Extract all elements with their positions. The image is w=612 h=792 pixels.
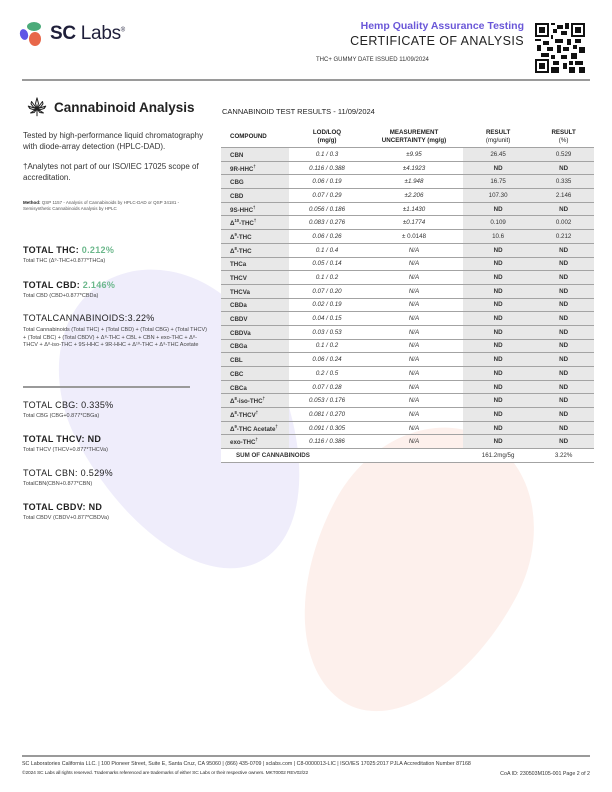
table-header-row: [221, 127, 594, 148]
compound-name: CBG: [221, 175, 289, 189]
result-mg-unit: ND: [463, 421, 533, 435]
result-mg-unit: ND: [463, 325, 533, 339]
sum-label: SUM OF CANNABINOIDS: [221, 449, 463, 463]
result-mg-unit: ND: [463, 435, 533, 449]
left-divider: [23, 386, 190, 388]
compound-name: CBCa: [221, 380, 289, 394]
uncertainty-value: ±4.1923: [365, 161, 463, 175]
total-cbg-value: 0.335%: [81, 400, 114, 410]
table-row: [221, 339, 594, 353]
uncertainty-value: N/A: [365, 408, 463, 422]
lod-loq-value: 0.04 / 0.15: [289, 312, 365, 326]
uncertainty-value: N/A: [365, 339, 463, 353]
result-percent: ND: [533, 271, 594, 285]
table-row: [221, 325, 594, 339]
sc-labs-logo: [20, 22, 125, 46]
compound-name: CBL: [221, 353, 289, 367]
compound-name: 9S-HHC†: [221, 202, 289, 216]
lod-loq-value: 0.06 / 0.19: [289, 175, 365, 189]
result-mg-unit: 10.6: [463, 230, 533, 244]
result-percent: 0.002: [533, 216, 594, 230]
result-mg-unit: ND: [463, 202, 533, 216]
result-percent: ND: [533, 353, 594, 367]
col-result-pct: RESULT (%): [551, 129, 576, 144]
result-percent: 0.529: [533, 148, 594, 162]
method-note: Method: QSP 1157 - Analysis of Cannabinoids by HPLC-DAD or QSP 34181 - Semisynthetic Cannabinoids Analysis by HPLC: [23, 200, 180, 211]
sc-labs-logo-icon: [20, 22, 44, 46]
section-title: [26, 96, 195, 118]
compound-name: CBGa: [221, 339, 289, 353]
uncertainty-value: N/A: [365, 380, 463, 394]
total-cbn: TOTAL CBN: 0.529% TotalCBN(CBN+0.877*CBN): [23, 468, 113, 487]
result-percent: ND: [533, 257, 594, 271]
table-row: [221, 175, 594, 189]
lod-loq-value: 0.2 / 0.5: [289, 367, 365, 381]
result-percent: ND: [533, 325, 594, 339]
results-title: CANNABINOID TEST RESULTS - 11/09/2024: [222, 107, 375, 116]
result-percent: 2.146: [533, 189, 594, 203]
uncertainty-value: N/A: [365, 298, 463, 312]
sum-result-percent: 3.22%: [533, 449, 594, 463]
header-divider: [22, 79, 590, 81]
table-row: [221, 421, 594, 435]
result-mg-unit: ND: [463, 298, 533, 312]
compound-name: CBD: [221, 189, 289, 203]
compound-name: CBDVa: [221, 325, 289, 339]
result-mg-unit: ND: [463, 243, 533, 257]
lod-loq-value: 0.05 / 0.14: [289, 257, 365, 271]
table-row: [221, 435, 594, 449]
footer-lab-info: SC Laboratories California LLC. | 100 Pioneer Street, Suite E, Santa Cruz, CA 95060 | (866) 435-0709 | sclabs.com | C8-0000013-LIC | ISO/IES 17025:2017 PJLA Accreditation Number 87168: [22, 761, 471, 767]
result-percent: ND: [533, 380, 594, 394]
footer-coa-id: CoA ID: 230503M105-001 Page 2 of 2: [500, 771, 590, 777]
compound-name: $\Delta^8-iso-THC^\dagger$: [221, 394, 289, 408]
table-row: [221, 257, 594, 271]
uncertainty-value: N/A: [365, 367, 463, 381]
result-percent: ND: [533, 284, 594, 298]
header-subtitle: Hemp Quality Assurance Testing: [360, 20, 524, 32]
lod-loq-value: 0.116 / 0.388: [289, 161, 365, 175]
result-mg-unit: 26.45: [463, 148, 533, 162]
result-mg-unit: 16.75: [463, 175, 533, 189]
result-mg-unit: ND: [463, 353, 533, 367]
result-mg-unit: ND: [463, 380, 533, 394]
result-percent: ND: [533, 435, 594, 449]
lod-loq-value: 0.053 / 0.176: [289, 394, 365, 408]
lod-loq-value: 0.1 / 0.2: [289, 339, 365, 353]
col-lod-loq: LOD/LOQ (mg/g): [312, 129, 342, 144]
col-compound: COMPOUND: [230, 132, 267, 140]
section-title-text: Cannabinoid Analysis: [54, 99, 195, 115]
table-row: [221, 367, 594, 381]
table-row: [221, 161, 594, 175]
uncertainty-value: N/A: [365, 312, 463, 326]
uncertainty-value: N/A: [365, 435, 463, 449]
table-row: [221, 298, 594, 312]
result-percent: 0.212: [533, 230, 594, 244]
result-percent: ND: [533, 421, 594, 435]
total-thc: TOTAL THC: 0.212% Total THC (Δ⁹-THC+0.877*THCa): [23, 245, 115, 264]
compound-name: $\Delta^9$-THC: [221, 230, 289, 244]
result-mg-unit: ND: [463, 284, 533, 298]
uncertainty-value: N/A: [365, 243, 463, 257]
compound-name: THCV: [221, 271, 289, 285]
result-mg-unit: ND: [463, 394, 533, 408]
lod-loq-value: 0.07 / 0.20: [289, 284, 365, 298]
table-row: [221, 189, 594, 203]
issued-line: THC+ GUMMY DATE ISSUED 11/09/2024: [316, 57, 429, 63]
method-description: [23, 131, 208, 183]
result-percent: ND: [533, 394, 594, 408]
lod-loq-value: 0.083 / 0.276: [289, 216, 365, 230]
total-cannabinoids: TOTALCANNABINOIDS:3.22% Total Cannabinoids (Total THC) + (Total CBD) + (Total CBG) + (Total THCV) + (Total CBC) + (Total CBDV) + Δ⁸-THC + CBL + CBN + exo-THC + Δ⁸-THCV + Δ⁸-iso-THC + 9S-HHC + 9R-HHC + Δ¹⁰-THC + Δ⁹-THC Acetate: [23, 313, 207, 348]
compound-name: $\Delta^8$-THC: [221, 243, 289, 257]
result-mg-unit: ND: [463, 271, 533, 285]
total-cbdv: TOTAL CBDV: ND Total CBDV (CBDV+0.877*CBDVa): [23, 502, 109, 521]
table-row: [221, 216, 594, 230]
uncertainty-value: N/A: [365, 257, 463, 271]
compound-name: exo-THC†: [221, 435, 289, 449]
col-uncertainty: MEASUREMENT UNCERTAINTY (mg/g): [381, 129, 447, 144]
result-percent: ND: [533, 298, 594, 312]
uncertainty-value: N/A: [365, 284, 463, 298]
total-cbd-value: 2.146%: [82, 280, 116, 290]
compound-name: CBC: [221, 367, 289, 381]
sum-result-mg: 161.2mg/5g: [463, 449, 533, 463]
result-percent: ND: [533, 367, 594, 381]
table-row: [221, 271, 594, 285]
compound-name: $\Delta^9$-THC Acetate†: [221, 421, 289, 435]
total-thc-value: 0.212%: [81, 245, 115, 255]
result-mg-unit: ND: [463, 339, 533, 353]
table-row: [221, 202, 594, 216]
result-mg-unit: ND: [463, 161, 533, 175]
total-cbdv-value: ND: [88, 502, 103, 512]
total-cbg: TOTAL CBG: 0.335% Total CBG (CBG+0.877*CBGa): [23, 400, 114, 419]
qr-code-icon[interactable]: [535, 22, 585, 74]
footer-divider: [22, 755, 590, 757]
table-row: [221, 243, 594, 257]
table-row: [221, 408, 594, 422]
lod-loq-value: 0.1 / 0.4: [289, 243, 365, 257]
hplc-description: Tested by high-performance liquid chromatography with diode-array detection (HPLC-DAD).: [23, 131, 204, 151]
result-percent: ND: [533, 408, 594, 422]
uncertainty-value: N/A: [365, 421, 463, 435]
table-row: [221, 353, 594, 367]
lod-loq-value: 0.116 / 0.386: [289, 435, 365, 449]
uncertainty-value: ±2.206: [365, 189, 463, 203]
lod-loq-value: 0.06 / 0.26: [289, 230, 365, 244]
uncertainty-value: N/A: [365, 325, 463, 339]
cannabinoid-results-table: [221, 127, 594, 463]
lod-loq-value: 0.07 / 0.29: [289, 189, 365, 203]
table-row: [221, 380, 594, 394]
lod-loq-value: 0.1 / 0.2: [289, 271, 365, 285]
uncertainty-value: N/A: [365, 271, 463, 285]
uncertainty-value: ± 0.0148: [365, 230, 463, 244]
total-thcv-value: ND: [87, 434, 102, 444]
result-percent: ND: [533, 312, 594, 326]
lod-loq-value: 0.091 / 0.305: [289, 421, 365, 435]
lod-loq-value: 0.081 / 0.270: [289, 408, 365, 422]
result-mg-unit: 107.30: [463, 189, 533, 203]
uncertainty-value: ±1.1430: [365, 202, 463, 216]
result-percent: ND: [533, 202, 594, 216]
compound-name: 9R-HHC†: [221, 161, 289, 175]
certificate-title: CERTIFICATE OF ANALYSIS: [350, 34, 524, 48]
footer-copyright: ©2024 SC Labs all rights reserved. Trademarks referenced are trademarks of either SC Labs or their respective owners. MKT0002 REV02/22: [22, 771, 309, 776]
total-cbn-value: 0.529%: [80, 468, 113, 478]
uncertainty-value: ±1.948: [365, 175, 463, 189]
total-cbd: TOTAL CBD: 2.146% Total CBD (CBD+0.877*CBDa): [23, 280, 116, 299]
sum-row: [221, 449, 594, 463]
lod-loq-value: 0.03 / 0.53: [289, 325, 365, 339]
lod-loq-value: 0.07 / 0.28: [289, 380, 365, 394]
result-percent: ND: [533, 243, 594, 257]
compound-name: CBN: [221, 148, 289, 162]
lod-loq-value: 0.02 / 0.19: [289, 298, 365, 312]
result-mg-unit: ND: [463, 312, 533, 326]
result-mg-unit: 0.109: [463, 216, 533, 230]
lod-loq-value: 0.1 / 0.3: [289, 148, 365, 162]
table-row: [221, 312, 594, 326]
uncertainty-value: ±9.95: [365, 148, 463, 162]
compound-name: THCa: [221, 257, 289, 271]
compound-name: $\Delta^8-THCV^\dagger$: [221, 408, 289, 422]
table-row: [221, 284, 594, 298]
compound-name: CBDa: [221, 298, 289, 312]
uncertainty-value: N/A: [365, 353, 463, 367]
result-percent: 0.335: [533, 175, 594, 189]
lod-loq-value: 0.056 / 0.186: [289, 202, 365, 216]
logo-wordmark: SC Labs®: [50, 23, 125, 44]
col-result-mg: RESULT (mg/unit): [485, 129, 511, 144]
table-row: [221, 394, 594, 408]
table-row: [221, 230, 594, 244]
scope-note: †Analytes not part of our ISO/IEC 17025 scope of accreditation.: [23, 162, 199, 182]
total-thcv: TOTAL THCV: ND Total THCV (THCV+0.877*THCVa): [23, 434, 108, 453]
uncertainty-value: N/A: [365, 394, 463, 408]
table-row: [221, 148, 594, 162]
compound-name: CBDV: [221, 312, 289, 326]
result-percent: ND: [533, 161, 594, 175]
result-percent: ND: [533, 339, 594, 353]
result-mg-unit: ND: [463, 367, 533, 381]
result-mg-unit: ND: [463, 408, 533, 422]
compound-name: $\Delta^{10}-THC^\dagger$: [221, 216, 289, 230]
total-cannabinoids-value: 3.22%: [127, 313, 155, 323]
lod-loq-value: 0.06 / 0.24: [289, 353, 365, 367]
uncertainty-value: ±0.1774: [365, 216, 463, 230]
compound-name: THCVa: [221, 284, 289, 298]
result-mg-unit: ND: [463, 257, 533, 271]
cannabis-leaf-icon: [26, 96, 48, 118]
